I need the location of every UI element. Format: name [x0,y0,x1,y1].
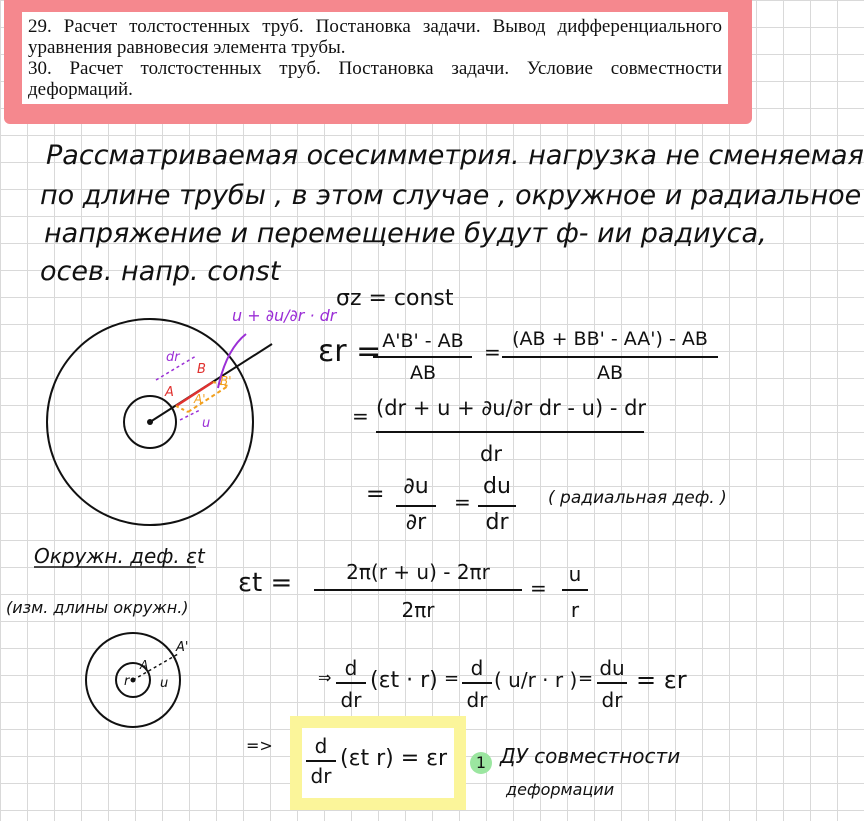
fig2-label-u: u [160,676,169,691]
fig2-label-A: A [140,658,149,672]
frac1-den: AB [409,362,437,384]
frac-g1-den: 2πr [401,598,435,622]
frac4-den: ∂r [405,510,427,535]
label-du: u + ∂u/∂r · dr [232,306,337,325]
circum-equals: = [530,576,547,600]
label-dr: dr [166,350,180,365]
equation-number-badge: 1 [470,752,492,774]
frac-g2-den: r [570,598,580,622]
frac5-den: dr [485,510,509,535]
frac3-den: dr [480,442,502,466]
equals-1: = [484,340,501,364]
frac4-num: ∂u [403,474,429,499]
note-line-3: напряжение и перемещение будут ф- ии радиуса, [44,218,767,249]
sigma-z-const: σz = const [336,286,454,311]
boxed-arrow: => [246,736,273,755]
deriv-eq2: = [578,668,594,689]
equals-2: = [352,404,369,428]
boxed-caption-2: деформации [506,780,615,799]
note-line-4: осев. напр. const [40,256,281,287]
deriv-du-num: du [599,656,625,680]
label-B-prime: B' [220,374,232,388]
frac3-num: (dr + u + ∂u/∂r dr - u) - dr [376,396,647,420]
deriv-d1-den: dr [340,688,362,712]
label-A: A [165,385,174,400]
displacement-A [176,406,188,412]
boxed-expr: (εt r) = εr [340,746,448,771]
frac-g2-num: u [568,562,582,586]
frac1-num: A'B' - AB [382,330,464,352]
frac2-num: (AB + BB' - AA') - AB [512,328,708,350]
frac2-den: AB [596,362,624,384]
note-line-2: по длине трубы , в этом случае , окружное и радиальное [40,180,862,211]
deriv-du-den: dr [601,688,623,712]
equals-4: = [454,490,471,514]
deriv-term1: (εt · r) [370,668,438,693]
question-30: 30. Расчет толстостенных труб. Постановка задачи. Условие совместности деформаций. [28,58,722,100]
deriv-d2-den: dr [466,688,488,712]
label-A-prime: A' [194,392,206,406]
frac-g1-num: 2π(r + u) - 2πr [346,560,490,584]
eps-r-lhs: εr = [318,334,382,369]
equals-3: = [366,482,385,507]
deriv-d1-num: d [344,656,358,680]
deriv-term2: ( u/r · r ) [494,668,578,692]
note-line-1: Рассматриваемая осесимметрия. нагрузка не сменяемая [46,140,864,171]
boxed-caption-1: ДУ совместности [500,744,681,768]
circum-subtitle: (изм. длины окружн.) [6,598,189,617]
derivation-arrow: ⇒ [318,668,332,687]
frac5-num: du [483,474,511,499]
deriv-eq3: = εr [636,666,687,694]
question-29: 29. Расчет толстостенных труб. Постановка задачи. Вывод дифференциального уравнения равновесия элемента трубы. [28,16,722,58]
label-u: u [202,416,211,431]
radial-note: ( радиальная деф. ) [548,488,727,508]
eps-t-lhs: εt = [238,568,293,598]
fig2-label-A-prime: A' [176,640,189,655]
deriv-d2-num: d [470,656,484,680]
fig2-label-r: r [124,674,130,689]
label-B: B [197,362,206,377]
circum-title: Окружн. деф. εt [34,544,205,568]
boxed-d-num: d [314,734,328,758]
boxed-d-den: dr [310,764,332,788]
deriv-eq1: = [444,668,460,689]
